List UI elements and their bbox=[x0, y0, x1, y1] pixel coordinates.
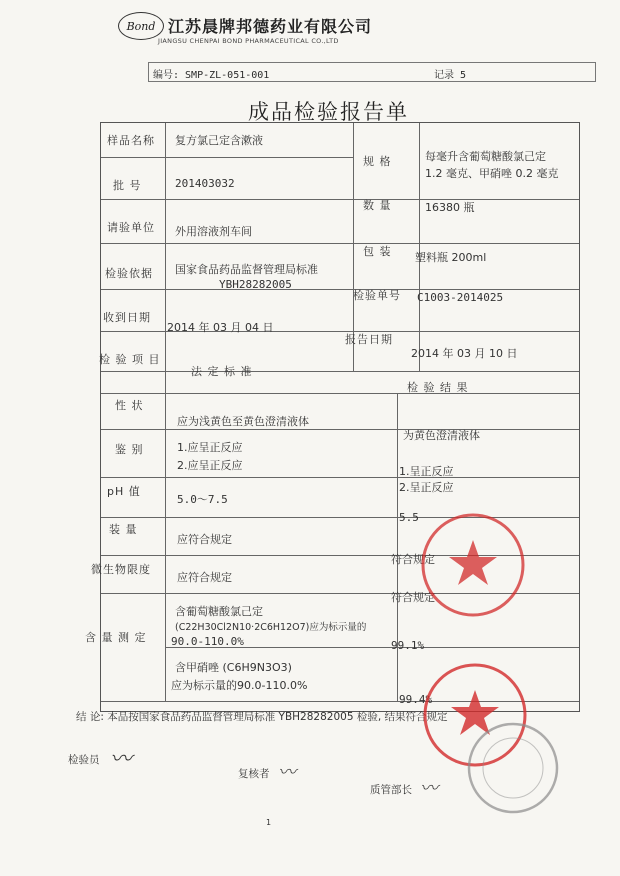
col-standard-header: 法 定 标 准 bbox=[191, 365, 253, 378]
qty-value: 16380 瓶 bbox=[425, 201, 475, 214]
company-name-en: JIANGSU CHENPAI BOND PHARMACEUTICAL CO.,LTD bbox=[158, 37, 339, 45]
ident-result-1: 1.呈正反应 bbox=[399, 465, 454, 478]
gray-qa-stamp-icon bbox=[465, 720, 561, 816]
fill-standard: 应符合规定 bbox=[177, 533, 232, 546]
dept-label: 请验单位 bbox=[107, 221, 155, 234]
spec-label: 规 格 bbox=[363, 155, 392, 168]
company-logo: Bond bbox=[118, 12, 164, 40]
page-title: 成品检验报告单 bbox=[248, 100, 409, 124]
assay2-standard-2: 应为标示量的90.0-110.0% bbox=[171, 679, 308, 692]
qa-manager-signature: 〰 bbox=[420, 778, 438, 799]
pack-value: 塑料瓶 200ml bbox=[415, 251, 487, 264]
report-no-label: 检验单号 bbox=[353, 289, 401, 302]
micro-result: 符合规定 bbox=[391, 591, 435, 604]
doc-number: 编号: SMP-ZL-051-001 bbox=[153, 70, 270, 81]
appearance-label: 性 状 bbox=[115, 399, 144, 412]
recv-date-label: 收到日期 bbox=[103, 311, 151, 324]
assay2-standard-1: 含甲硝唑 (C6H9N3O3) bbox=[175, 661, 292, 674]
reviewer-label: 复核者 bbox=[238, 768, 270, 780]
report-table bbox=[85, 122, 580, 712]
fill-label: 装 量 bbox=[109, 523, 138, 536]
report-no-value: C1003-2014025 bbox=[417, 291, 504, 304]
inspector-label: 检验员 bbox=[68, 754, 100, 766]
col-result-header: 检 验 结 果 bbox=[407, 381, 469, 394]
assay2-result: 99.4% bbox=[399, 693, 433, 706]
ident-label: 鉴 别 bbox=[115, 443, 144, 456]
assay1-result: 99.1% bbox=[391, 639, 425, 652]
micro-label: 微生物限度 bbox=[91, 563, 151, 576]
batch-label: 批 号 bbox=[113, 179, 142, 192]
assay1-standard-3: 90.0-110.0% bbox=[171, 635, 244, 648]
spec-value-line1: 每毫升含葡萄糖酸氯己定 bbox=[425, 150, 546, 163]
basis-value-line1: 国家食品药品监督管理局标准 bbox=[175, 263, 318, 276]
spec-value-line2: 1.2 毫克、甲硝唑 0.2 毫克 bbox=[425, 167, 559, 180]
ph-result: 5.5 bbox=[399, 511, 419, 524]
fill-result: 符合规定 bbox=[391, 553, 435, 566]
company-name-cn: 江苏晨牌邦德药业有限公司 bbox=[168, 17, 373, 36]
red-qc-stamp-icon bbox=[418, 510, 528, 620]
assay1-standard-1: 含葡萄糖酸氯己定 bbox=[175, 605, 263, 618]
appearance-result: 为黄色澄清液体 bbox=[403, 429, 480, 442]
qa-manager-label: 质管部长 bbox=[370, 784, 412, 796]
reviewer-signature: 〰 bbox=[278, 762, 296, 783]
sample-name-value: 复方氯己定含漱液 bbox=[175, 134, 263, 147]
inspector-signature: 〰 bbox=[110, 747, 133, 772]
ident-standard-1: 1.应呈正反应 bbox=[177, 441, 243, 454]
recv-date-value: 2014 年 03 月 04 日 bbox=[167, 321, 274, 334]
report-date-label: 报告日期 bbox=[345, 333, 393, 346]
ph-standard: 5.0～7.5 bbox=[177, 493, 228, 506]
page-mark: 1 bbox=[266, 818, 272, 827]
ph-label: pH 值 bbox=[107, 485, 141, 498]
pack-label: 包 装 bbox=[363, 245, 392, 258]
assay1-standard-2: (C22H30Cl2N10·2C6H12O7)应为标示量的 bbox=[175, 622, 367, 633]
appearance-standard: 应为浅黄色至黄色澄清液体 bbox=[177, 415, 309, 428]
basis-value-line2: YBH28282005 bbox=[219, 278, 292, 291]
conclusion: 结 论: 本品按国家食品药品监督管理局标准 YBH28282005 检验, 结果符合规定 bbox=[76, 711, 448, 723]
batch-value: 201403032 bbox=[175, 177, 235, 190]
record-number: 记录 5 bbox=[434, 70, 467, 81]
assay-label: 含 量 测 定 bbox=[85, 631, 147, 644]
meta-box bbox=[148, 62, 596, 82]
micro-standard: 应符合规定 bbox=[177, 571, 232, 584]
dept-value: 外用溶液剂车间 bbox=[175, 225, 252, 238]
basis-label: 检验依据 bbox=[105, 267, 153, 280]
ident-standard-2: 2.应呈正反应 bbox=[177, 459, 243, 472]
col-item-header: 检 验 项 目 bbox=[99, 353, 161, 366]
ident-result-2: 2.呈正反应 bbox=[399, 481, 454, 494]
qty-label: 数 量 bbox=[363, 199, 392, 212]
sample-name-label: 样品名称 bbox=[107, 134, 155, 147]
report-date-value: 2014 年 03 月 10 日 bbox=[411, 347, 518, 360]
